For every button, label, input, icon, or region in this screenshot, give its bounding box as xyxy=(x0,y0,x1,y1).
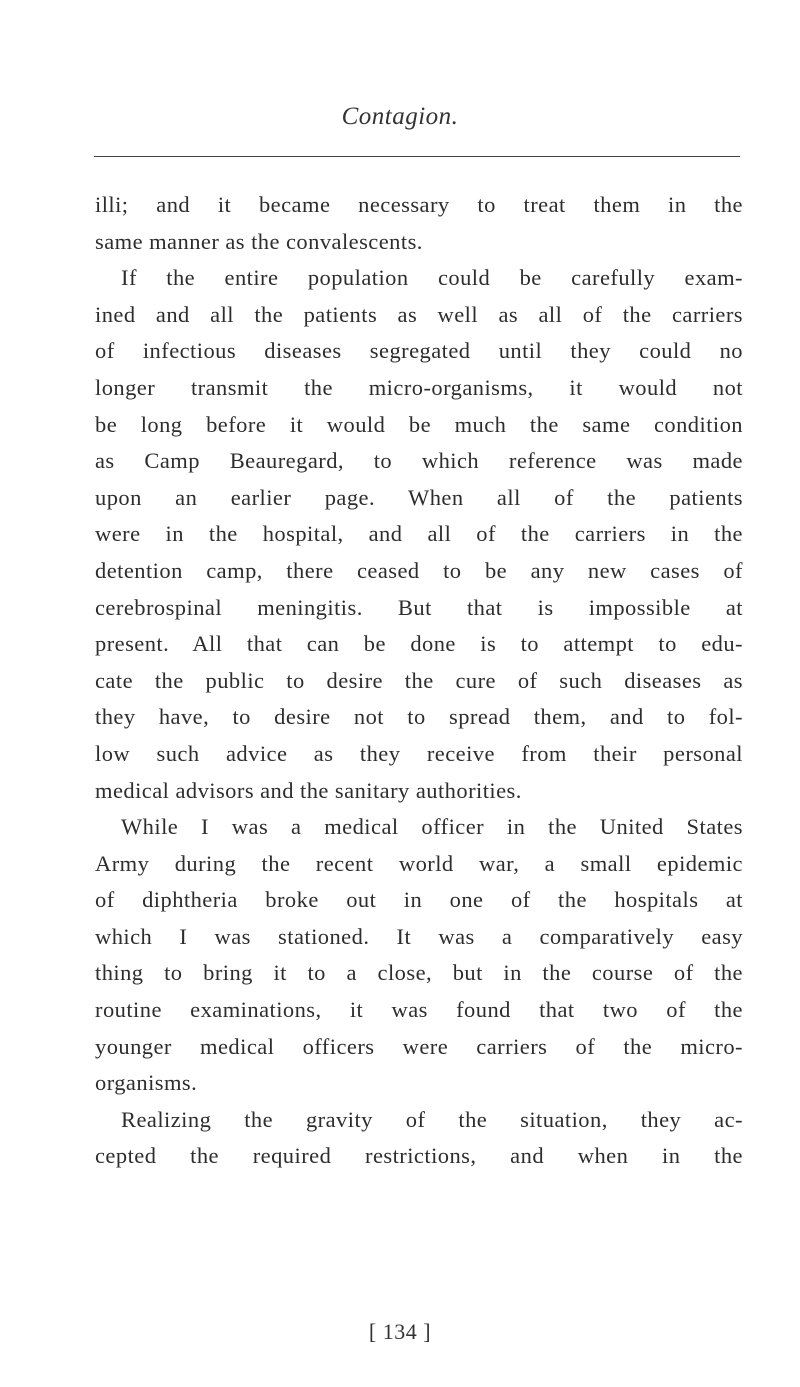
header-rule xyxy=(94,156,740,157)
running-head-title: Contagion. xyxy=(341,103,459,130)
text-line: present. All that can be done is to attempt to edu- xyxy=(95,631,743,657)
text-line: of diphtheria broke out in one of the hospitals at xyxy=(95,887,743,913)
text-line: cerebrospinal meningitis. But that is impossible at xyxy=(95,594,743,620)
text-line: be long before it would be much the same condition xyxy=(95,411,743,437)
text-line: thing to bring it to a close, but in the course of the xyxy=(95,960,743,986)
text-line: cepted the required restrictions, and when in the xyxy=(95,1143,743,1169)
text-line: organisms. xyxy=(95,1070,198,1096)
text-line: as Camp Beauregard, to which reference was made xyxy=(95,448,743,474)
text-line: illi; and it became necessary to treat them in the xyxy=(95,192,743,217)
text-line: younger medical officers were carriers of the micro- xyxy=(95,1033,743,1059)
page-number: [ 134 ] xyxy=(368,1319,432,1344)
text-line: of infectious diseases segregated until they could no xyxy=(95,338,743,364)
text-line: same manner as the convalescents. xyxy=(95,228,423,254)
text-line: they have, to desire not to spread them, and to fol- xyxy=(95,704,743,730)
body-text xyxy=(95,187,743,1175)
text-line: low such advice as they receive from their personal xyxy=(95,740,743,766)
text-line: cate the public to desire the cure of such diseases as xyxy=(95,667,743,693)
text-line: While I was a medical officer in the United States xyxy=(121,814,743,840)
text-line: Army during the recent world war, a small epidemic xyxy=(95,850,743,876)
text-line: If the entire population could be carefully exam- xyxy=(121,265,743,291)
text-line: were in the hospital, and all of the carriers in the xyxy=(95,521,743,547)
text-line: longer transmit the micro-organisms, it would not xyxy=(95,374,743,400)
text-line: which I was stationed. It was a comparatively easy xyxy=(95,923,743,949)
text-line: medical advisors and the sanitary authorities. xyxy=(95,777,522,803)
text-line: ined and all the patients as well as all of the carriers xyxy=(95,301,743,327)
text-line: detention camp, there ceased to be any new cases of xyxy=(95,557,743,583)
text-line: upon an earlier page. When all of the patients xyxy=(95,484,743,510)
text-line: routine examinations, it was found that two of the xyxy=(95,997,743,1023)
text-line: Realizing the gravity of the situation, they ac- xyxy=(121,1106,743,1132)
